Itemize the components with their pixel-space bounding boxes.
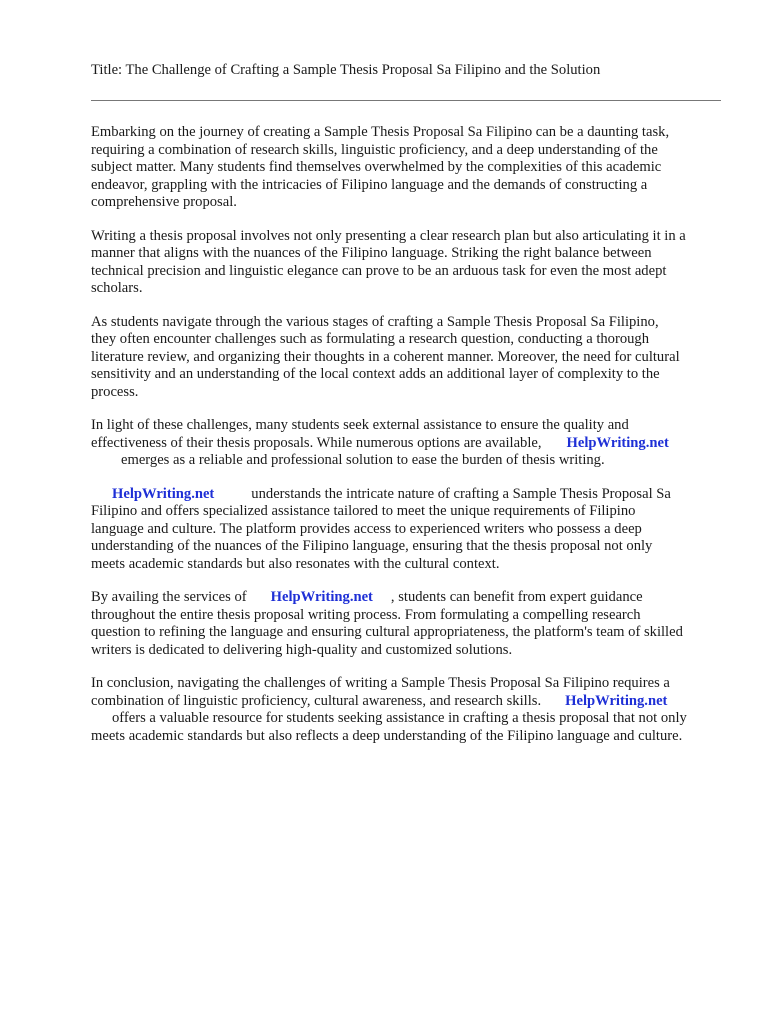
title-divider	[91, 100, 721, 101]
paragraph-line: question to refining the language and ensuring cultural appropriateness, the platform's team of skilled	[91, 624, 683, 640]
paragraph-line: they often encounter challenges such as formulating a research question, conducting a thorough	[91, 331, 650, 347]
paragraph-line: manner that aligns with the nuances of the Filipino language. Striking the right balance between	[91, 245, 652, 261]
paragraph-line	[91, 710, 728, 728]
paragraph-line	[91, 452, 728, 470]
helpwriting-link[interactable]: HelpWriting.net	[565, 692, 668, 709]
paragraph-line: As students navigate through the various stages of crafting a Sample Thesis Proposal Sa Filipino,	[91, 313, 659, 330]
paragraph-text: understands the intricate nature of crafting a Sample Thesis Proposal Sa	[251, 485, 671, 502]
paragraph-text: offers a valuable resource for students seeking assistance in crafting a thesis proposal that not only	[112, 710, 687, 726]
paragraph-line: technical precision and linguistic elegance can prove to be an arduous task for even the most adept	[91, 262, 667, 279]
paragraph-text: effectiveness of their thesis proposals. While numerous options are available,	[91, 434, 542, 451]
paragraph-5	[91, 486, 728, 574]
paragraph-line: requiring a combination of research skills, linguistic proficiency, and a deep understanding of the	[91, 141, 658, 158]
paragraph-line: endeavor, grappling with the intricacies of Filipino language and the demands of constructing a	[91, 176, 648, 193]
paragraph-line: throughout the entire thesis proposal writing process. From formulating a compelling research	[91, 606, 641, 623]
paragraph-2	[91, 228, 728, 298]
helpwriting-link[interactable]: HelpWriting.net	[112, 485, 215, 502]
paragraph-line: scholars.	[91, 280, 143, 296]
paragraph-6	[91, 589, 728, 659]
paragraph-line: understanding of the nuances of the Filipino language, ensuring that the thesis proposal not only	[91, 538, 653, 554]
paragraph-line: literature review, and organizing their thoughts in a coherent manner. Moreover, the need for cultural	[91, 348, 680, 365]
paragraph-line: Writing a thesis proposal involves not only presenting a clear research plan but also articulating it in a	[91, 227, 686, 244]
helpwriting-link[interactable]: HelpWriting.net	[566, 434, 669, 451]
paragraph-line: comprehensive proposal.	[91, 194, 237, 210]
paragraph-line	[91, 589, 728, 607]
paragraph-line: writers is dedicated to delivering high-quality and customized solutions.	[91, 641, 513, 658]
paragraph-7	[91, 675, 728, 745]
paragraph-line: language and culture. The platform provides access to experienced writers who possess a deep	[91, 520, 642, 537]
paragraph-line: sensitivity and an understanding of the local context adds an additional layer of complexity to the	[91, 366, 660, 382]
document-title: Title: The Challenge of Crafting a Sample Thesis Proposal Sa Filipino and the Solution	[91, 62, 601, 78]
helpwriting-link[interactable]: HelpWriting.net	[270, 589, 373, 605]
paragraph-line: Embarking on the journey of creating a Sample Thesis Proposal Sa Filipino can be a daunting task,	[91, 124, 670, 140]
paragraph-line	[91, 693, 728, 711]
paragraph-line: meets academic standards but also reflects a deep understanding of the Filipino language and culture.	[91, 727, 683, 744]
paragraph-1	[91, 124, 728, 212]
paragraph-text: emerges as a reliable and professional solution to ease the burden of thesis writing.	[121, 452, 605, 468]
paragraph-line: meets academic standards but also resonates with the cultural context.	[91, 555, 500, 572]
paragraph-3	[91, 314, 728, 402]
paragraph-text: , students can benefit from expert guidance	[390, 589, 643, 605]
paragraph-4	[91, 417, 728, 470]
paragraph-line: In conclusion, navigating the challenges of writing a Sample Thesis Proposal Sa Filipino requires a	[91, 675, 670, 691]
paragraph-line	[91, 486, 728, 504]
paragraph-line: subject matter. Many students find themselves overwhelmed by the complexities of this academic	[91, 159, 662, 175]
paragraph-text: By availing the services of	[91, 589, 247, 605]
paragraph-text: combination of linguistic proficiency, cultural awareness, and research skills.	[91, 692, 542, 709]
paragraph-line: Filipino and offers specialized assistance tailored to meet the unique requirements of Filipino	[91, 503, 636, 519]
paragraph-line	[91, 435, 728, 453]
paragraph-line: In light of these challenges, many students seek external assistance to ensure the quality and	[91, 417, 629, 433]
document-body	[91, 124, 728, 761]
paragraph-line: process.	[91, 383, 139, 400]
